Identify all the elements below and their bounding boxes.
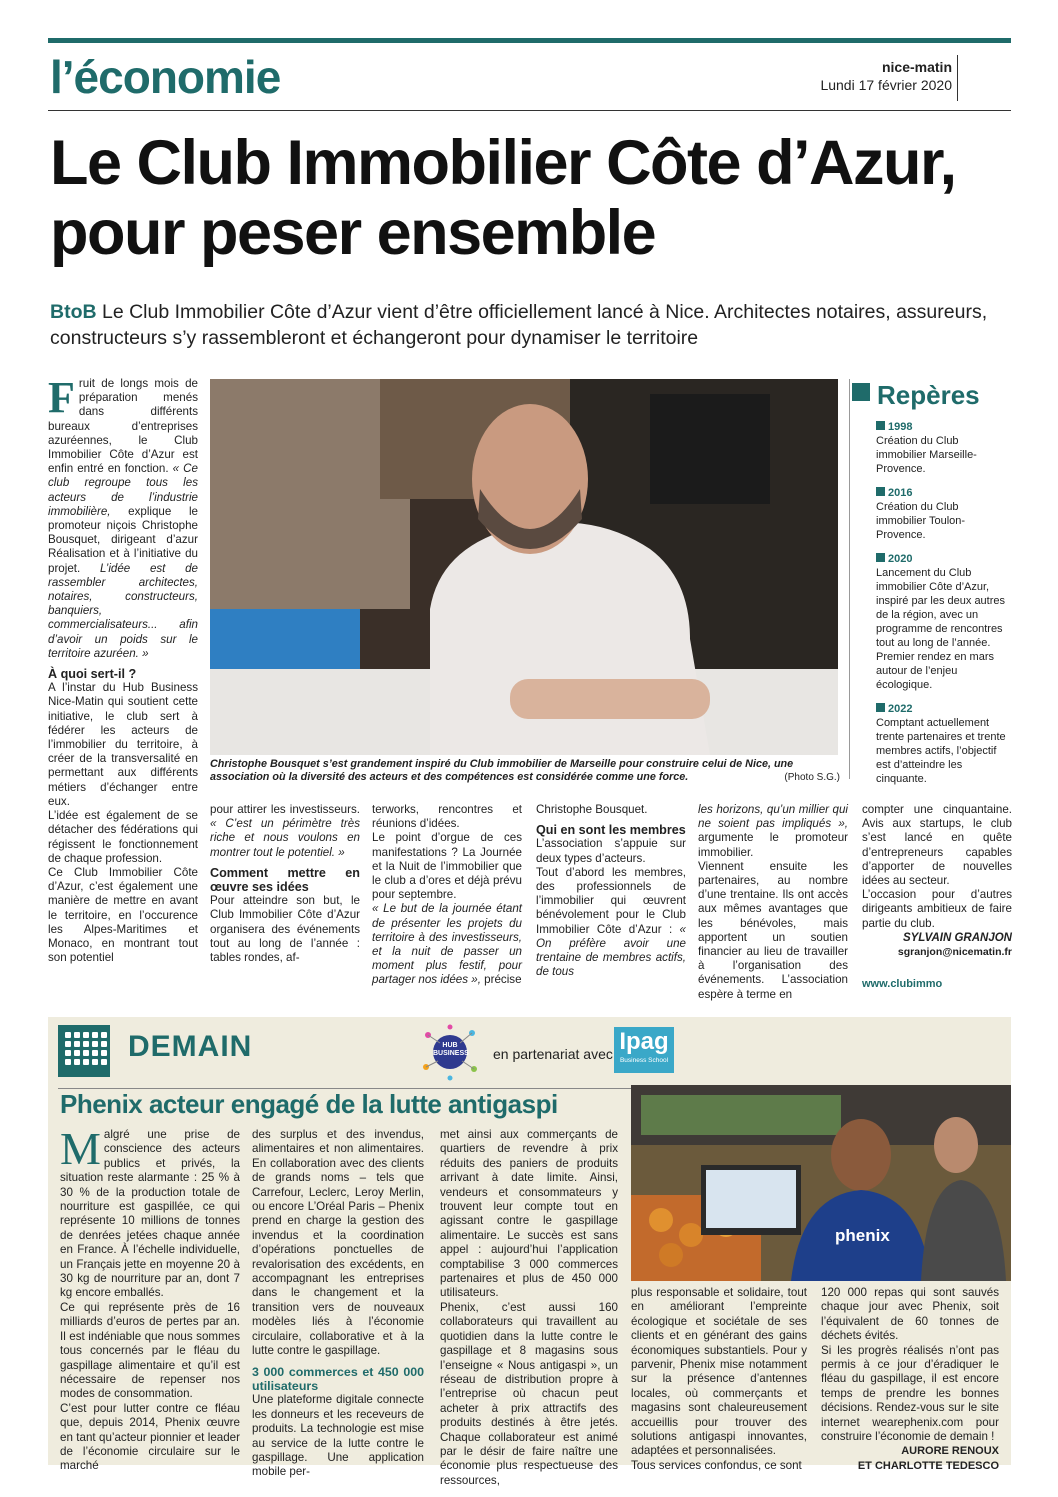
author-byline: AURORE RENOUX [901, 1445, 999, 1458]
masthead [820, 58, 952, 94]
ipag-logo [614, 1027, 674, 1073]
reperes-item [876, 420, 1008, 476]
reperes-text: Création du Club immobilier Marseille-Provence. [876, 435, 977, 475]
paragraph: L’idée est également de se détacher des fédérations qui régissent le fonctionnement de chaque profession. [48, 809, 198, 865]
reperes-year: 2020 [876, 552, 1008, 566]
subheading: Comment mettre en œuvre ses idées [210, 865, 360, 895]
demain-column-3 [440, 1128, 618, 1488]
hub-label-line: BUSINESS [433, 1050, 469, 1057]
partner-text: en partenariat avec [493, 1046, 613, 1062]
drop-cap: F [48, 373, 75, 422]
divider [957, 55, 958, 101]
divider [48, 110, 1011, 111]
paper-name: nice-matin [881, 59, 952, 75]
issue-date: Lundi 17 février 2020 [820, 77, 952, 93]
demain-label: DEMAIN [128, 1030, 253, 1063]
paragraph: Le point d’orgue de ces manifestations ? La Journée et la Nuit de l’immobilier que le club a d’ores et déjà prévu pour septembre. [372, 831, 522, 902]
paragraph: pour attirer les investisseurs. [210, 803, 360, 816]
quote: les horizons, qu’un millier qui ne soient pas impliqués », [698, 803, 848, 831]
paragraph: Ce Club Immobilier Côte d’Azur, c’est également une manière de mettre en avant le territoire, en l’occurence les Alpes-Maritimes et Monaco, en montrant tout son potentiel [48, 865, 198, 965]
subheading: Qui en sont les membres [536, 823, 686, 838]
paragraph: des surplus et des invendus, alimentaires et non alimentaires. En collaboration avec des clients de grands noms – tels que Carrefour, Leclerc, Leroy Merlin, ou encore L’Oréal Paris – Phenix prend en charge la gestion des invendus et la coordination d’opérations ponctuelles de revalorisation des excédents, en accompagnant les entreprises dans le changement et la transition vers de nouveaux modèles liés à l’économie circulaire, collaborative et à la lutte contre le gaspillage. [252, 1128, 424, 1358]
paragraph: algré une prise de conscience des acteurs publics et privés, la situation reste alarmante : 25 % à 30 % de la production totale de nourriture est gaspillée, ce qui représente 10 millions de tonnes de denrées jetées chaque année en France. À l’échelle individuelle, un Français jette en moyenne 20 à 30 kg de nourriture par an, dont 7 kg encore emballés. [60, 1128, 240, 1300]
demain-headline: Phenix acteur engagé de la lutte antigaspi [60, 1089, 558, 1119]
paragraph: terworks, rencontres et réunions d’idées. [372, 803, 522, 831]
paragraph: Christophe Bousquet. [536, 803, 648, 816]
paragraph: ruit de longs mois de préparation menés dans différents bureaux d’entreprises azuréennes, le Club Immobilier Côte d’Azur est enfin entré en fonction. [48, 377, 198, 476]
paragraph: Pour atteindre son but, le Club Immobilier Côte d’Azur organisera des événements tout au long de l’année : tables rondes, af- [210, 894, 360, 965]
paragraph: explique le promoteur niçois Christophe Bousquet, dirigeant d’azur Réalisation et à l’initiative du projet. [48, 504, 198, 575]
photo-credit: (Photo S.G.) [784, 772, 840, 783]
paragraph: précise [484, 973, 522, 987]
kicker: BtoB [50, 301, 97, 323]
ipag-subtitle: Business School [619, 1057, 669, 1064]
section-title: l’économie [50, 51, 281, 103]
paragraph: C’est pour lutter contre ce fléau que, depuis 2014, Phenix œuvre en tant qu’acteur pionnier et leader de l’économie circulaire sur le marché [60, 1401, 240, 1473]
drop-cap: M [60, 1123, 101, 1174]
paragraph: compter une cinquantaine. Avis aux startups, le club s’est lancé en quête d’entrepreneurs capables d’apporter de nouvelles idées au secteur. [862, 803, 1012, 888]
reperes-text: Création du Club immobilier Toulon-Provence. [876, 501, 966, 541]
ipag-name: Ipag [619, 1028, 669, 1055]
reperes-item [876, 486, 1008, 542]
standfirst [50, 299, 1010, 351]
reperes-item [876, 702, 1008, 786]
demain-column-2 [252, 1128, 424, 1480]
divider [849, 379, 850, 779]
demain-column-4 [631, 1286, 807, 1473]
author-byline: SYLVAIN GRANJON [902, 931, 1012, 944]
reperes-title: Repères [877, 380, 980, 410]
standfirst-text: Le Club Immobilier Côte d’Azur vient d’être officiellement lancé à Nice. Architectes notaires, assureurs, constructeurs s’y rassembleront et échangeront pour dynamiser le territoire [50, 301, 988, 349]
demain-logo [58, 1025, 110, 1077]
paragraph: met ainsi aux commerçants de quartiers de revendre à prix réduits des paniers de produits arrivant à date limite. Ainsi, vendeurs et consommateurs y trouvent leur compte tout en agissant contre le gaspillage alimentaire. Le succès est sans appel : aujourd’hui l’application comptabilise 3 000 commerces partenaires et plus de 450 000 utilisateurs. [440, 1128, 618, 1300]
website-link[interactable]: www.clubimmo [862, 978, 943, 990]
article-column-1 [48, 373, 199, 965]
paragraph: Tous services confondus, ce sont [631, 1458, 802, 1472]
article-column-6 [862, 803, 1012, 959]
reperes-year: 2016 [876, 486, 1008, 500]
author-byline: ET CHARLOTTE TEDESCO [857, 1459, 999, 1472]
demain-photo [631, 1085, 1011, 1281]
paragraph: L’association s’appuie sur deux types d’acteurs. [536, 837, 686, 865]
hub-label-line: HUB [442, 1042, 458, 1049]
reperes-text: Lancement du Club immobilier Côte d’Azur, inspiré par les deux autres de la région, avec un programme de rencontres tout au long de l’année. Premier rendez en mars autour de l’enjeu écologique. [876, 567, 1006, 691]
quote: L’idée est de rassembler architectes, notaires, constructeurs, banquiers, commercialisateurs... afin d’avoir un poids sur le territoire azuréen. » [48, 561, 199, 660]
reperes-marker [852, 383, 870, 401]
quote: « Ce club regroupe tous les acteurs de l’industrie immobilière, [48, 462, 198, 518]
demain-column-5 [821, 1286, 999, 1473]
paragraph: Viennent ensuite les partenaires, au nombre d’une trentaine. Ils ont accès aux mêmes avantages que les bénévoles, mais apportent un soutien financier au lieu de travailler à l’organisation des événements. L’association espère à terme en [698, 859, 848, 1001]
quote: « Le but de la journée étant de présenter les projets du territoire à des investisseurs, et la nuit de passer un moment plus festif, pour partager nos idées », [372, 902, 522, 987]
article-column-2 [210, 803, 360, 965]
paragraph: Phenix, c’est aussi 160 collaborateurs qui travaillent au quotidien dans la lutte contre le gaspillage et 8 magasins sous l’enseigne « Nous antigaspi », un réseau de distribution propre à l’entreprise où chacun peut acheter à prix attractifs des produits destinés à être jetés. Chaque collaborateur est animé par le désir de faire naître une économie plus respectueuse des ressources, [440, 1300, 618, 1487]
article-column-3 [372, 803, 522, 988]
paragraph: plus responsable et solidaire, tout en améliorant l’empreinte écologique et sociétale de ses clients et en générant des gains économiques substantiels. Pour y parvenir, Phenix mise notamment sur la présence d’antennes locales, où commerçants et magasins sont chaleureusement accueillis pour trouver des solutions antigaspi innovantes, adaptées et personnalisées. [631, 1286, 807, 1458]
paragraph: Une plateforme digitale connecte les donneurs et les receveurs de produits. La technologie est mise au service de la lutte contre le gaspillage. Une application mobile per- [252, 1393, 424, 1479]
reperes-item [876, 552, 1008, 692]
paragraph: Tout d’abord les membres, des professionnels de l’immobilier qui œuvrent bénévolement pour le Club Immobilier Côte d’Azur : [536, 865, 686, 936]
article-headline: Le Club Immobilier Côte d’Azur, pour peser ensemble [50, 128, 956, 268]
quote: « On préfère avoir une trentaine de membres actifs, de tous [536, 922, 686, 979]
article-column-4 [536, 803, 686, 979]
article-photo [210, 379, 838, 755]
hub-business-label [433, 1042, 467, 1058]
top-rule [48, 38, 1011, 43]
photo-caption [210, 758, 840, 784]
caption-text: Christophe Bousquet s’est grandement inspiré du Club immobilier de Marseille pour construire celui de Nice, une association où la diversité des acteurs et des compétences est considérée comme une force. [210, 758, 794, 783]
reperes-year: 1998 [876, 420, 1008, 434]
author-email[interactable]: sgranjon@nicematin.fr [897, 946, 1012, 959]
subheading: À quoi sert-il ? [48, 667, 137, 682]
reperes-list [876, 420, 1008, 786]
subheading: 3 000 commerces et 450 000 utilisateurs [252, 1364, 424, 1393]
paragraph: Si les progrès réalisés n’ont pas permis à ce jour d’éradiquer le fléau du gaspillage, il est encore temps de prendre les bonnes décisions. Rendez-vous sur le site internet wearephenix.com pour construire l’économie de demain ! [821, 1343, 999, 1444]
paragraph: 120 000 repas qui sont sauvés chaque jour avec Phenix, soit l’équivalent de 60 tonnes de déchets évités. [821, 1286, 999, 1343]
phenix-logo-text: phenix [835, 1226, 890, 1245]
article-column-5 [698, 803, 848, 1002]
paragraph: L’occasion pour d’autres dirigeants ambitieux de faire partie du club. [862, 888, 1012, 930]
demain-column-1 [60, 1123, 240, 1474]
paragraph: Ce qui représente près de 16 milliards d’euros de pertes par an. Il est indéniable que nous sommes tous concernés par le fléau du gaspillage alimentaire et qu’il est nécessaire de repenser nos modes de consommation. [60, 1300, 240, 1401]
reperes-text: Comptant actuellement trente partenaires et trente membres actifs, l’objectif est d’atteindre les cinquante. [876, 717, 1006, 785]
paragraph: argumente le promoteur immobilier. [698, 831, 848, 859]
paragraph: A l’instar du Hub Business Nice-Matin qui soutient cette initiative, le club sert à fédérer les acteurs de l’immobilier du territoire, à créer de la transversalité en permettant aux différents métiers d’échanger entre eux. [48, 681, 198, 808]
reperes-year: 2022 [876, 702, 1008, 716]
quote: « C’est un périmètre très riche et nous voulons en montrer tout le potentiel. » [210, 817, 360, 859]
